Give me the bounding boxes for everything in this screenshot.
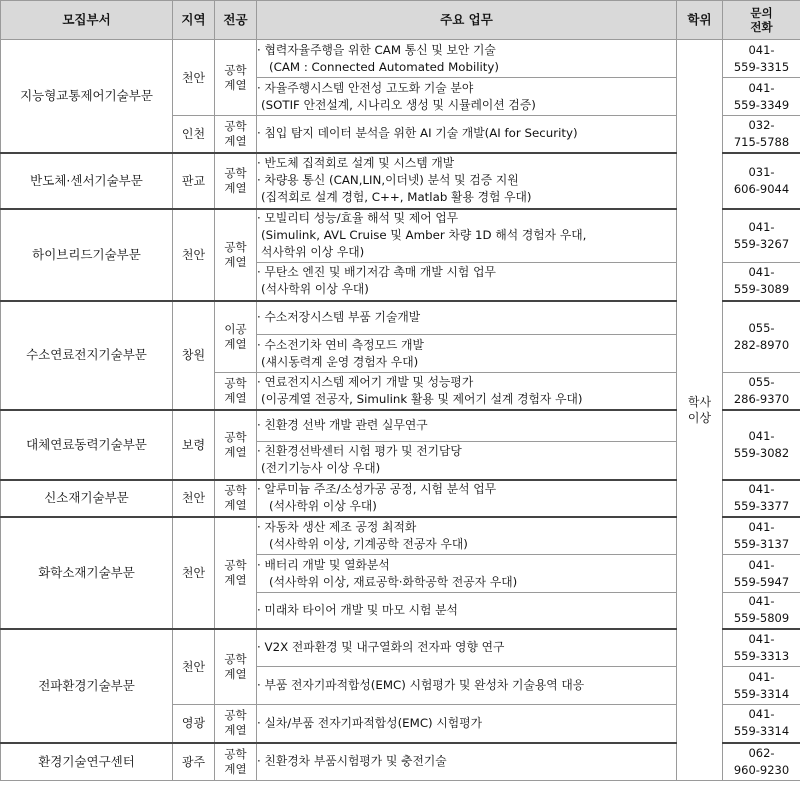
duty-line: (전기기능사 이상 우대): [261, 461, 381, 476]
phone-cell: 041- 559-3137: [723, 517, 800, 555]
dept-cell: 반도체·센서기술부문: [1, 153, 173, 209]
phone-cell: 041- 559-3314: [723, 705, 800, 743]
phone-cell: 041- 559-5809: [723, 593, 800, 629]
duty-cell: [257, 593, 677, 629]
header-duties: 주요 업무: [257, 1, 677, 40]
phone-cell: 032- 715-5788: [723, 116, 800, 153]
duty-line: (SOTIF 안전설계, 시나리오 생성 및 시뮬레이션 검증): [261, 97, 536, 112]
phone-cell: 041- 559-5947: [723, 555, 800, 593]
duty-cell: [257, 555, 677, 593]
major-cell: 공학 계열: [215, 116, 257, 153]
phone-cell: 041- 559-3314: [723, 667, 800, 705]
duty-cell: [257, 743, 677, 781]
duty-line: · 무탄소 엔진 및 배기저감 촉매 개발 시험 업무: [257, 265, 496, 280]
header-phone: 문의 전화: [723, 1, 800, 40]
duty-line: · 친환경차 부품시험평가 및 충전기술: [257, 754, 447, 769]
dept-cell: 대체연료동력기술부문: [1, 410, 173, 480]
duty-line: · 알루미늄 주조/소성가공 공정, 시험 분석 업무: [257, 482, 497, 496]
dept-cell: 전파환경기술부문: [1, 629, 173, 743]
region-cell: 창원: [173, 301, 215, 410]
duty-cell: [257, 301, 677, 335]
major-cell: 공학 계열: [215, 373, 257, 410]
region-cell: 영광: [173, 705, 215, 743]
major-cell: 공학 계열: [215, 629, 257, 705]
header-row: [1, 1, 800, 40]
duty-line: · 협력자율주행을 위한 CAM 통신 및 보안 기술: [257, 42, 496, 57]
duty-line: · 자율주행시스템 안전성 고도화 기술 분야: [257, 80, 474, 95]
region-cell: 천안: [173, 480, 215, 517]
duty-line: · 친환경선박센터 시험 평가 및 전기담당: [257, 444, 462, 459]
duty-line: (이공계열 전공자, Simulink 활용 및 제어기 설계 경험자 우대): [261, 391, 583, 406]
region-cell: 천안: [173, 517, 215, 629]
duty-cell: [257, 442, 677, 480]
phone-cell: 041- 559-3089: [723, 263, 800, 301]
dept-cell: 지능형교통제어기술부문: [1, 40, 173, 153]
duty-line: (집적회로 설계 경험, C++, Matlab 활용 경험 우대): [261, 190, 532, 204]
phone-cell: 041- 559-3315: [723, 40, 800, 78]
duty-cell: [257, 40, 677, 78]
dept-cell: 하이브리드기술부문: [1, 209, 173, 301]
duty-line: · 모빌리티 성능/효율 해석 및 제어 업무: [257, 211, 459, 226]
duty-cell: [257, 480, 677, 517]
duty-line: · 수소저장시스템 부품 기술개발: [257, 310, 421, 325]
major-cell: 공학 계열: [215, 153, 257, 209]
dept-cell: 화학소재기술부문: [1, 517, 173, 629]
duty-line: · 친환경 선박 개발 관련 실무연구: [257, 418, 428, 433]
duty-line: · V2X 전파환경 및 내구열화의 전자파 영향 연구: [257, 640, 505, 655]
major-cell: 공학 계열: [215, 705, 257, 743]
region-cell: 천안: [173, 40, 215, 116]
duty-line: · 자동차 생산 제조 공정 최적화: [257, 519, 417, 534]
duty-line: · 부품 전자기파적합성(EMC) 시험평가 및 완성차 기술용역 대응: [257, 678, 585, 692]
major-cell: 공학 계열: [215, 410, 257, 480]
duty-cell: [257, 335, 677, 373]
duty-line: · 실차/부품 전자기파적합성(EMC) 시험평가: [257, 715, 482, 730]
duty-cell: [257, 373, 677, 410]
phone-cell: 062- 960-9230: [723, 743, 800, 781]
duty-line: · 침입 탐지 데이터 분석을 위한 AI 기술 개발(AI for Security): [257, 126, 578, 141]
region-cell: 인천: [173, 116, 215, 153]
phone-cell: 041- 559-3313: [723, 629, 800, 667]
phone-cell: 041- 559-3267: [723, 209, 800, 263]
phone-cell: 031- 606-9044: [723, 153, 800, 209]
phone-cell: 041- 559-3377: [723, 480, 800, 517]
dept-cell: 환경기술연구센터: [1, 743, 173, 781]
duty-cell: [257, 517, 677, 555]
dept-cell: 수소연료전지기술부문: [1, 301, 173, 410]
header-degree: 학위: [677, 1, 723, 40]
dept-cell: 신소재기술부문: [1, 480, 173, 517]
major-cell: 이공 계열: [215, 301, 257, 373]
duty-cell: [257, 209, 677, 263]
duty-line: (섀시동력계 운영 경험자 우대): [261, 354, 419, 369]
duty-line: 석사학위 이상 우대): [261, 245, 365, 260]
major-cell: 공학 계열: [215, 743, 257, 781]
region-cell: 천안: [173, 209, 215, 301]
duty-line: · 연료전지시스템 제어기 개발 및 성능평가: [257, 374, 474, 389]
duty-line: (석사학위 이상, 재료공학·화학공학 전공자 우대): [269, 574, 518, 589]
phone-cell: 055- 282-8970: [723, 301, 800, 373]
region-cell: 판교: [173, 153, 215, 209]
major-cell: 공학 계열: [215, 209, 257, 301]
table-row: [1, 40, 800, 78]
duty-line: · 미래차 타이어 개발 및 마모 시험 분석: [257, 602, 458, 617]
header-dept: 모집부서: [1, 1, 173, 40]
duty-cell: [257, 705, 677, 743]
region-cell: 광주: [173, 743, 215, 781]
major-cell: 공학 계열: [215, 40, 257, 116]
degree-cell: 학사 이상: [677, 40, 723, 781]
duty-line: · 반도체 집적회로 설계 및 시스템 개발: [257, 156, 455, 170]
duty-line: (석사학위 이상 우대): [269, 499, 377, 513]
header-major: 전공: [215, 1, 257, 40]
phone-cell: 041- 559-3082: [723, 410, 800, 480]
duty-line: · 배터리 개발 및 열화분석: [257, 557, 390, 572]
header-region: 지역: [173, 1, 215, 40]
phone-cell: 041- 559-3349: [723, 78, 800, 116]
major-cell: 공학 계열: [215, 517, 257, 629]
duty-line: (석사학위 이상, 기계공학 전공자 우대): [269, 536, 468, 551]
duty-cell: [257, 410, 677, 442]
duty-line: (Simulink, AVL Cruise 및 Amber 차량 1D 해석 경험자 우대,: [261, 228, 587, 243]
duty-cell: [257, 263, 677, 301]
duty-cell: [257, 153, 677, 209]
duty-cell: [257, 629, 677, 667]
phone-cell: 055- 286-9370: [723, 373, 800, 410]
major-cell: 공학 계열: [215, 480, 257, 517]
duty-line: · 차량용 통신 (CAN,LIN,이더넷) 분석 및 검증 지원: [257, 173, 519, 187]
duty-line: (석사학위 이상 우대): [261, 282, 369, 297]
duty-line: · 수소전기차 연비 측정모드 개발: [257, 337, 424, 352]
region-cell: 보령: [173, 410, 215, 480]
duty-cell: [257, 116, 677, 153]
duty-cell: [257, 78, 677, 116]
duty-cell: [257, 667, 677, 705]
region-cell: 천안: [173, 629, 215, 705]
duty-line: (CAM : Connected Automated Mobility): [269, 59, 499, 74]
